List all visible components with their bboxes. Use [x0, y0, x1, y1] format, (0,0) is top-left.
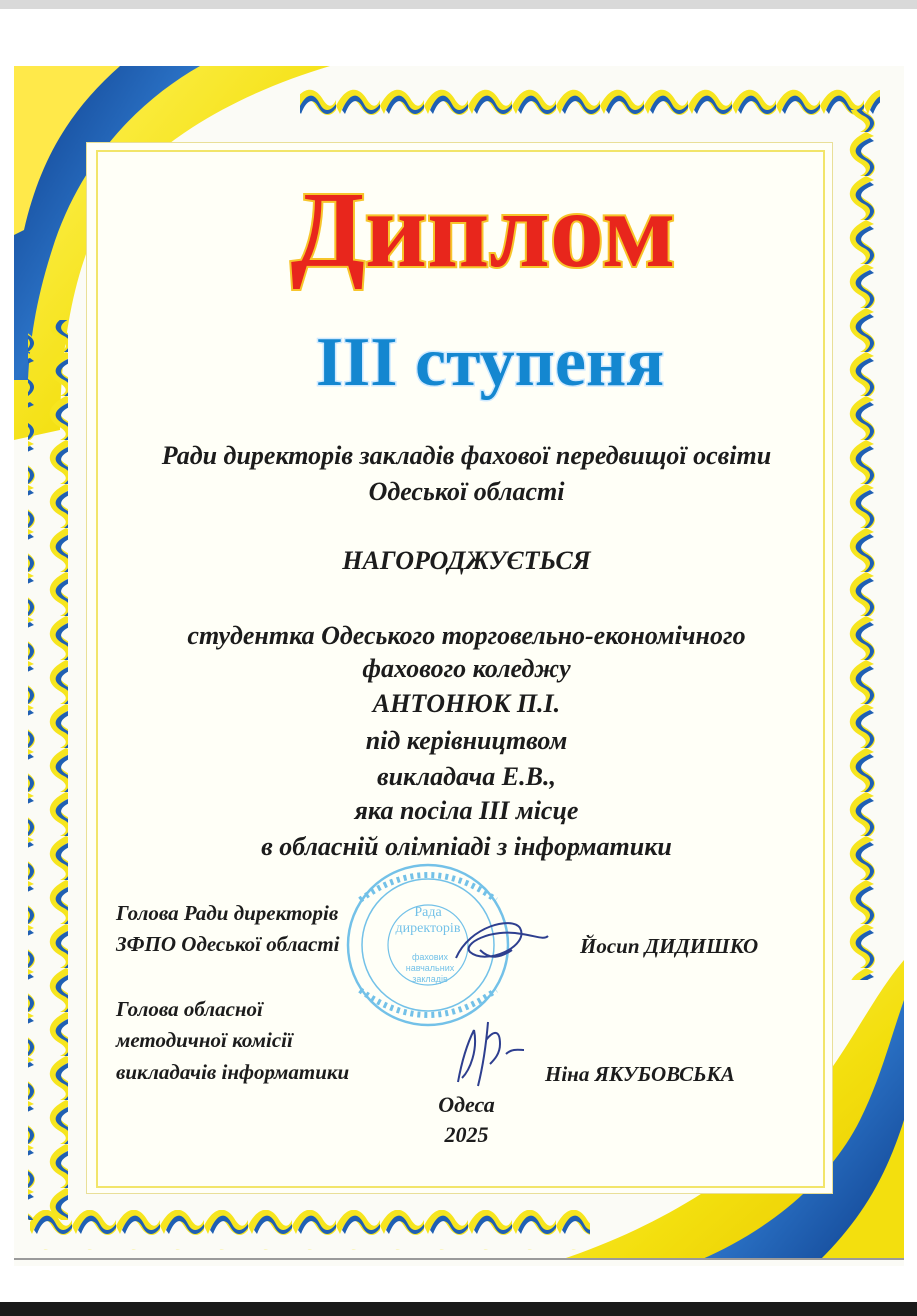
signer-2-role: викладачів інформатики: [116, 1060, 350, 1084]
svg-text:навчальних: навчальних: [405, 963, 455, 973]
svg-text:фахових: фахових: [411, 952, 449, 962]
screen-bottom-bar: [0, 1302, 917, 1316]
recipient-name: АНТОНЮК П.І.: [372, 689, 561, 718]
signer-2-role: методичної комісії: [116, 1028, 293, 1052]
signer-1-name: Йосип ДИДИШКО: [580, 934, 759, 958]
signer-2-name: Ніна ЯКУБОВСЬКА: [545, 1062, 735, 1086]
signer-2-role: Голова обласної: [116, 997, 263, 1021]
sheet-bottom-edge: [14, 1258, 904, 1260]
year: 2025: [444, 1122, 489, 1147]
recipient-line: в обласній олімпіаді з інформатики: [261, 832, 672, 861]
svg-text:директорів: директорів: [395, 921, 461, 936]
place: Одеса: [438, 1092, 495, 1117]
recipient-line: під керівництвом: [365, 726, 568, 755]
diploma-degree: III ступеня: [315, 324, 665, 401]
recipient-line: фахового коледжу: [362, 654, 571, 683]
recipient-line: студентка Одеського торговельно-економічного: [187, 621, 746, 650]
diploma-title: Диплом: [290, 171, 676, 290]
issuer-line-1: Ради директорів закладів фахової передвищої освіти: [161, 441, 772, 470]
recipient-line: яка посіла ІІІ місце: [354, 796, 579, 825]
signer-1-role: ЗФПО Одеської області: [116, 932, 340, 956]
signature-1: [456, 923, 548, 958]
awarded-heading: НАГОРОДЖУЄТЬСЯ: [342, 546, 591, 575]
recipient-line: викладача Е.В.,: [376, 762, 556, 791]
signature-2: [458, 1022, 524, 1086]
issuer-line-2: Одеської області: [368, 477, 565, 506]
svg-text:Рада: Рада: [414, 905, 442, 920]
official-seal: [348, 865, 508, 1025]
svg-text:закладів: закладів: [412, 974, 448, 984]
signer-1-role: Голова Ради директорів: [116, 901, 339, 925]
